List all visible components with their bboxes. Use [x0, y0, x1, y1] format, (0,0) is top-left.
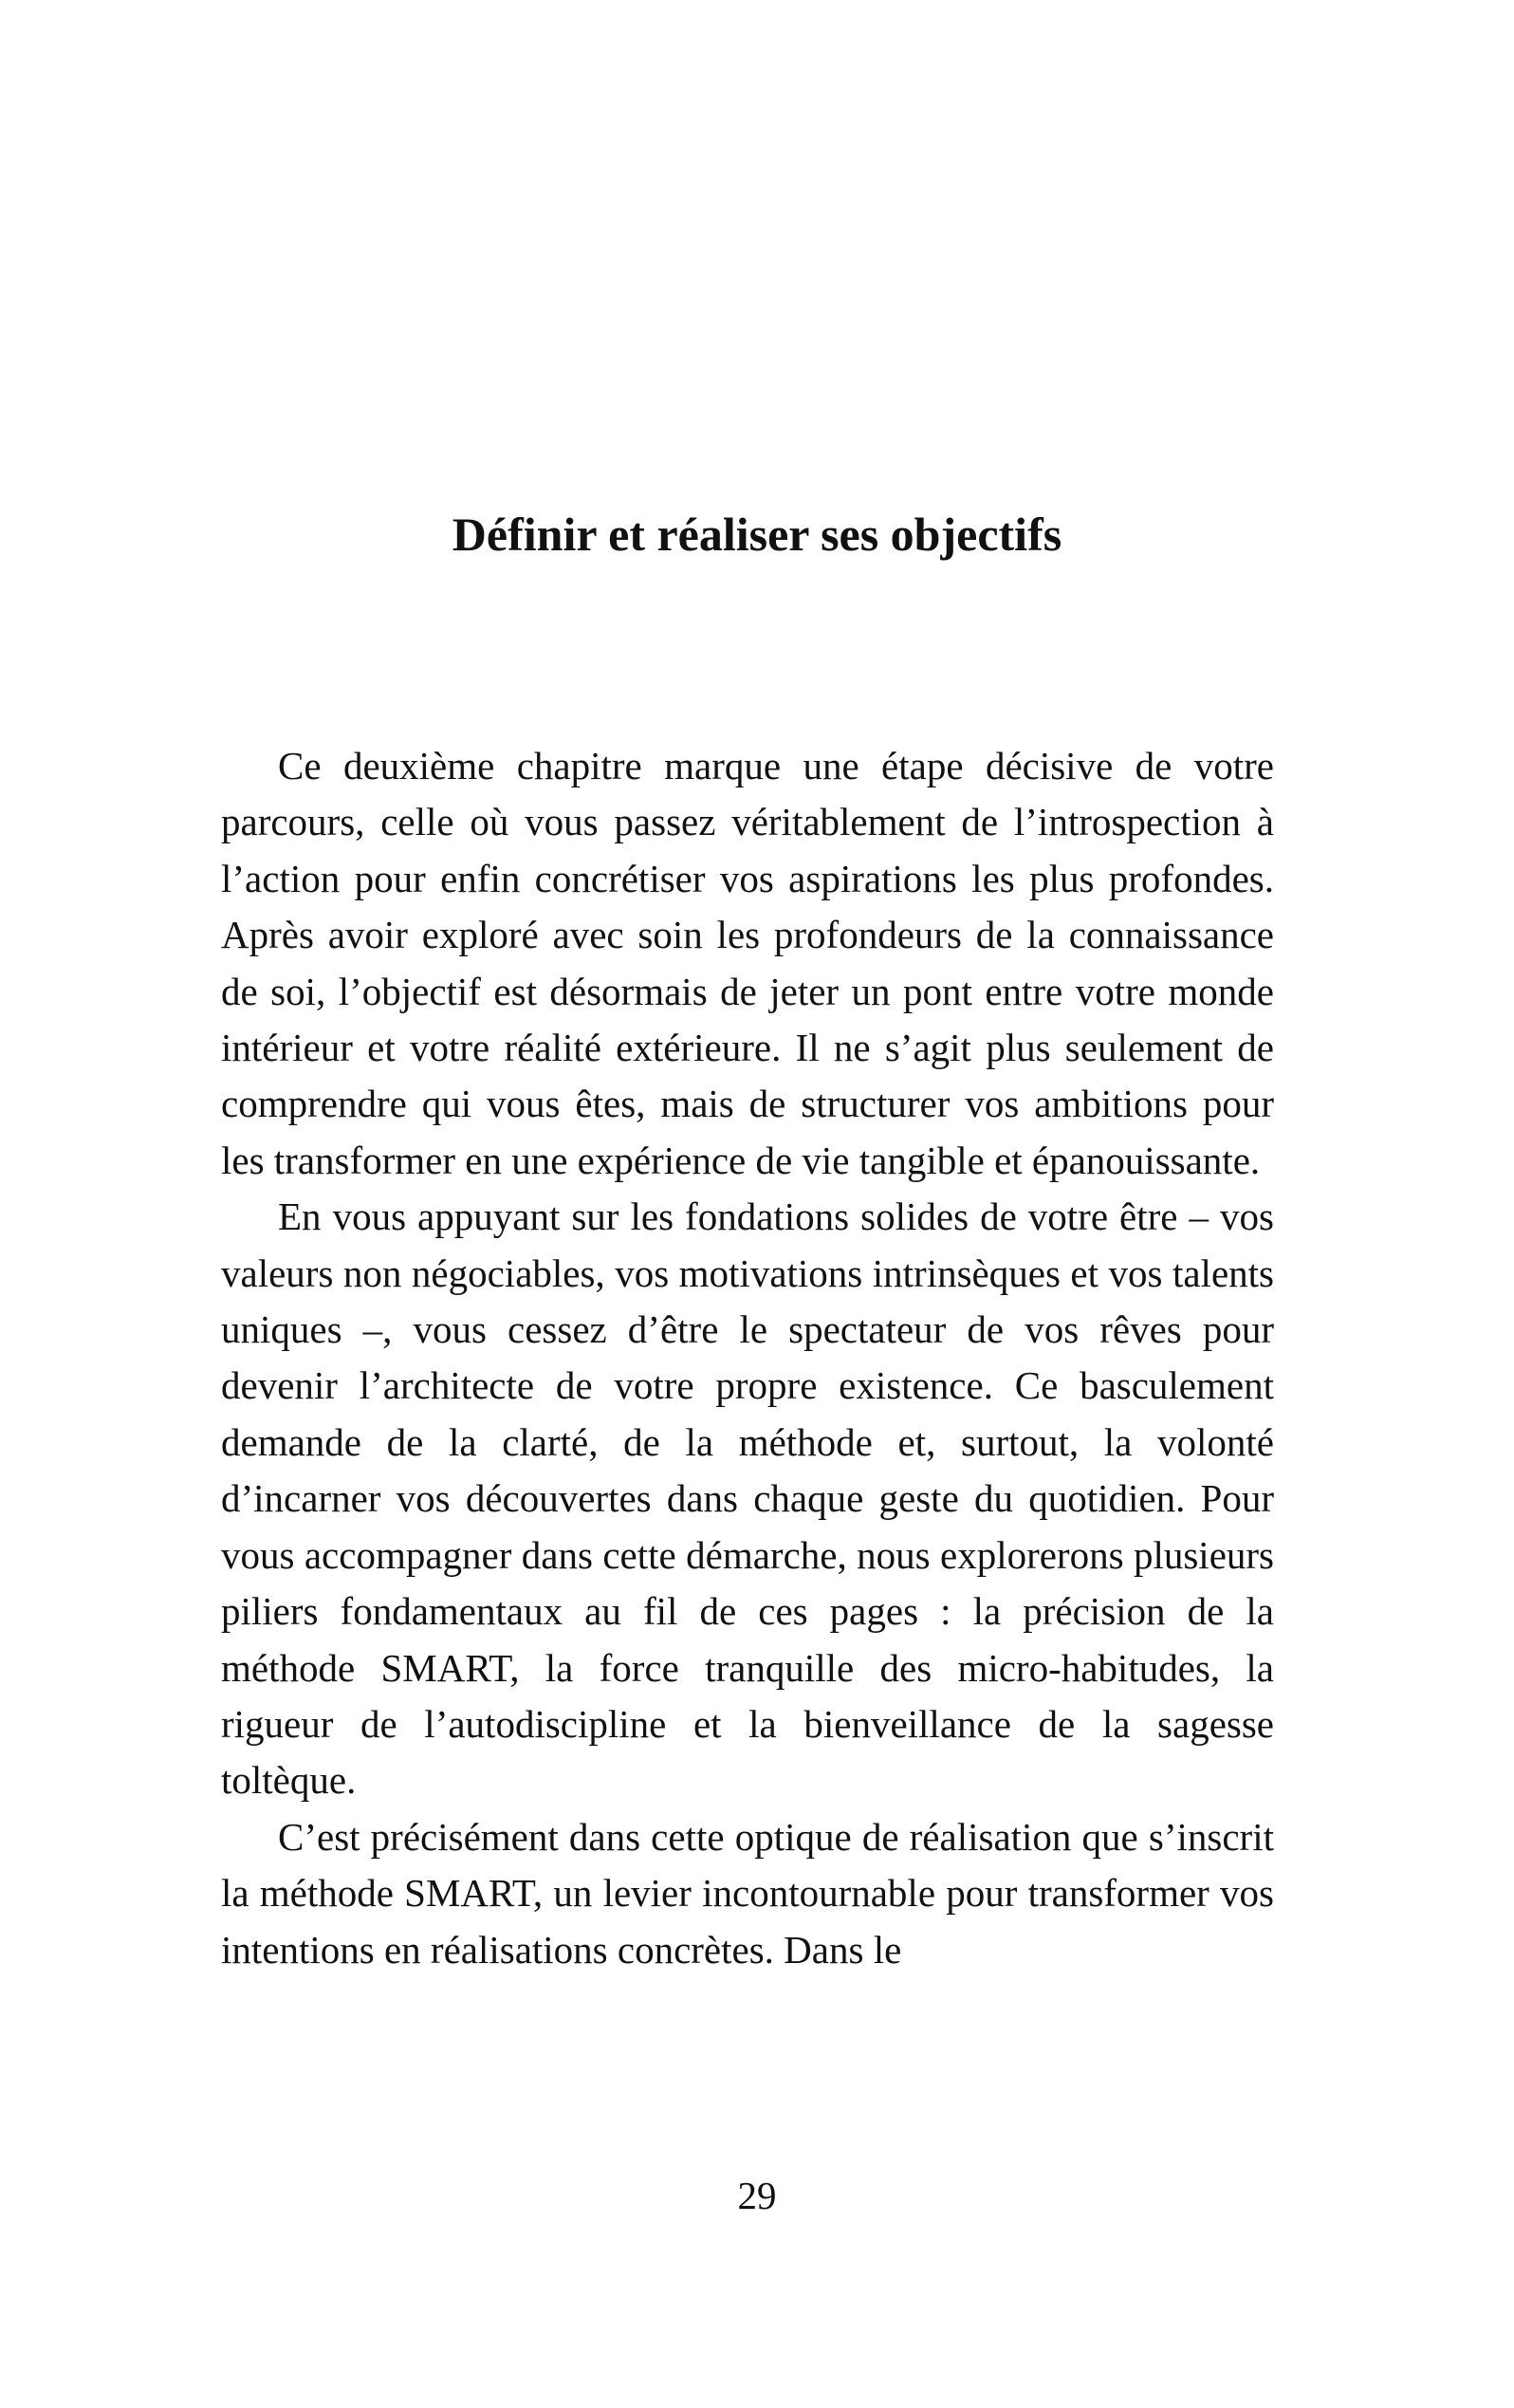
- paragraph-1: Ce deuxième chapitre marque une étape décisive de votre parcours, celle où vous passez véritablement de l’introspection à l’action pour enfin concrétiser vos aspirations les plus profondes. Après avoir exploré avec soin les profondeurs de la connaissance de soi, l’objectif est désormais de jeter un pont entre votre monde intérieur et votre réalité extérieure. Il ne s’agit plus seulement de comprendre qui vous êtes, mais de structurer vos ambitions pour les transformer en une expérience de vie tangible et épanouissante.: [221, 744, 1274, 1182]
- page-number: 29: [737, 2174, 777, 2217]
- chapter-title: Définir et réaliser ses objectifs: [452, 508, 1062, 561]
- paragraph-3: C’est précisément dans cette optique de réalisation que s’inscrit la méthode SMART, un levier incontournable pour transformer vos intentions en réalisations concrètes. Dans le: [221, 1814, 1274, 1972]
- body-text: [221, 738, 1274, 1978]
- paragraph-2: En vous appuyant sur les fondations solides de votre être – vos valeurs non négociables, vos motivations intrinsèques et vos talents uniques –, vous cessez d’être le spectateur de vos rêves pour devenir l’architecte de votre propre existence. Ce basculement demande de la clarté, de la méthode et, surtout, la volonté d’incarner vos découvertes dans chaque geste du quotidien. Pour vous accompagner dans cette démarche, nous explorerons plusieurs piliers fondamentaux au fil de ces pages : la précision de la méthode SMART, la force tranquille des micro-habitudes, la rigueur de l’autodiscipline et la bienveillance de la sagesse toltèque.: [221, 1195, 1274, 1803]
